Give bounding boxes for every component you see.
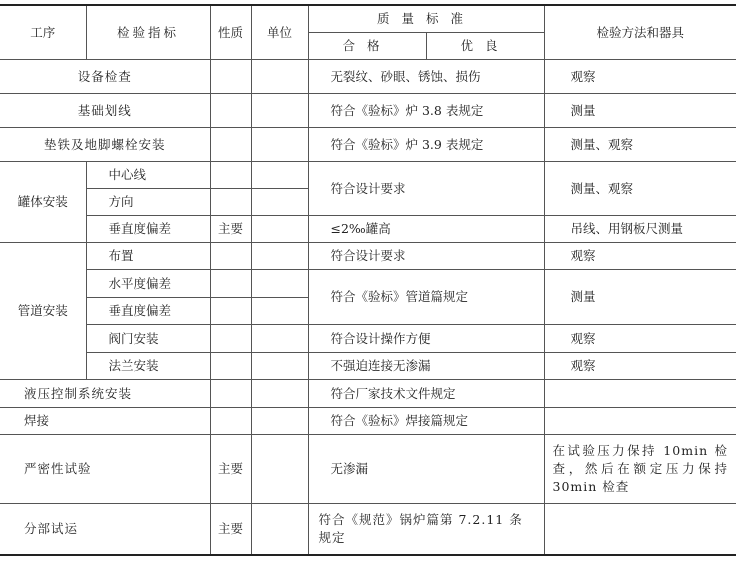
header-qualified: 合格	[308, 32, 426, 59]
row-tank-direction-unit	[251, 188, 308, 215]
row-equipment-check-unit	[251, 59, 308, 93]
row-welding-method	[544, 407, 736, 434]
row-trial-run-nature: 主要	[210, 503, 251, 555]
row-pipe-layout-method: 观察	[544, 242, 736, 269]
header-method: 检验方法和器具	[544, 5, 736, 59]
row-tank-center-unit	[251, 161, 308, 188]
row-pipe-process: 管道安装	[0, 242, 86, 379]
row-foundation-line-qualified: 符合《验标》炉 3.8 表规定	[308, 93, 544, 127]
row-foundation-line-process: 基础划线	[0, 93, 210, 127]
row-tank-vertical-nature: 主要	[210, 215, 251, 242]
row-shim-bolt-process: 垫铁及地脚螺栓安装	[0, 127, 210, 161]
row-pipe-hv-qualified: 符合《验标》管道篇规定	[308, 269, 544, 324]
row-pipe-layout-nature	[210, 242, 251, 269]
row-tank-center-direction-qualified: 符合设计要求	[308, 161, 544, 215]
row-shim-bolt-nature	[210, 127, 251, 161]
row-hydraulic-method	[544, 379, 736, 407]
row-pipe-hv-method: 测量	[544, 269, 736, 324]
row-pipe-flange-method: 观察	[544, 352, 736, 379]
row-pipe-flange: 法兰安装	[86, 352, 210, 379]
row-welding-nature	[210, 407, 251, 434]
header-excellent: 优良	[426, 32, 544, 59]
row-tank-vertical-method: 吊线、用钢板尺测量	[544, 215, 736, 242]
row-pipe-horizontal-nature	[210, 269, 251, 297]
row-tank-center-direction-method: 测量、观察	[544, 161, 736, 215]
row-tightness-process: 严密性试验	[0, 434, 210, 503]
row-tightness-nature: 主要	[210, 434, 251, 503]
row-pipe-horizontal: 水平度偏差	[86, 269, 210, 297]
row-tightness-method: 在试验压力保持 10min 检查，然后在额定压力保持 30min 检查	[544, 434, 736, 503]
header-nature: 性质	[210, 5, 251, 59]
row-equipment-check-method: 观察	[544, 59, 736, 93]
row-hydraulic-qualified: 符合厂家技术文件规定	[308, 379, 544, 407]
row-foundation-line-unit	[251, 93, 308, 127]
row-trial-run-qualified: 符合《规范》锅炉篇第 7.2.11 条规定	[308, 503, 544, 555]
row-welding-qualified: 符合《验标》焊接篇规定	[308, 407, 544, 434]
row-shim-bolt-unit	[251, 127, 308, 161]
row-trial-run-method	[544, 503, 736, 555]
row-foundation-line-method: 测量	[544, 93, 736, 127]
row-tank-process: 罐体安装	[0, 161, 86, 242]
row-trial-run-process: 分部试运	[0, 503, 210, 555]
row-pipe-valve-method: 观察	[544, 324, 736, 352]
row-welding-process: 焊接	[0, 407, 210, 434]
row-hydraulic-process: 液压控制系统安装	[0, 379, 210, 407]
row-equipment-check-qualified: 无裂纹、砂眼、锈蚀、损伤	[308, 59, 544, 93]
row-pipe-vertical-unit	[251, 297, 308, 324]
row-pipe-vertical-nature	[210, 297, 251, 324]
row-equipment-check-process: 设备检查	[0, 59, 210, 93]
row-tank-direction-nature	[210, 188, 251, 215]
header-quality-standard: 质量标准	[308, 5, 544, 32]
row-tank-vertical-unit	[251, 215, 308, 242]
row-pipe-layout-qualified: 符合设计要求	[308, 242, 544, 269]
row-hydraulic-nature	[210, 379, 251, 407]
row-shim-bolt-qualified: 符合《验标》炉 3.9 表规定	[308, 127, 544, 161]
header-indicator: 检验指标	[86, 5, 210, 59]
row-pipe-valve-qualified: 符合设计操作方便	[308, 324, 544, 352]
row-tightness-qualified: 无渗漏	[308, 434, 544, 503]
header-process: 工序	[0, 5, 86, 59]
row-welding-unit	[251, 407, 308, 434]
row-tank-vertical-qualified: ≤2‰罐高	[308, 215, 544, 242]
inspection-standard-table	[0, 4, 736, 556]
header-unit: 单位	[251, 5, 308, 59]
row-tank-center-nature	[210, 161, 251, 188]
row-pipe-flange-unit	[251, 352, 308, 379]
row-pipe-layout-unit	[251, 242, 308, 269]
row-shim-bolt-method: 测量、观察	[544, 127, 736, 161]
row-pipe-valve-nature	[210, 324, 251, 352]
row-tank-direction: 方向	[86, 188, 210, 215]
row-pipe-vertical: 垂直度偏差	[86, 297, 210, 324]
row-tank-center-line: 中心线	[86, 161, 210, 188]
row-tightness-unit	[251, 434, 308, 503]
row-equipment-check-nature	[210, 59, 251, 93]
row-pipe-valve: 阀门安装	[86, 324, 210, 352]
row-pipe-valve-unit	[251, 324, 308, 352]
row-pipe-flange-nature	[210, 352, 251, 379]
row-foundation-line-nature	[210, 93, 251, 127]
row-hydraulic-unit	[251, 379, 308, 407]
row-tank-vertical: 垂直度偏差	[86, 215, 210, 242]
row-pipe-layout: 布置	[86, 242, 210, 269]
row-trial-run-unit	[251, 503, 308, 555]
row-pipe-flange-qualified: 不强迫连接无渗漏	[308, 352, 544, 379]
row-pipe-horizontal-unit	[251, 269, 308, 297]
